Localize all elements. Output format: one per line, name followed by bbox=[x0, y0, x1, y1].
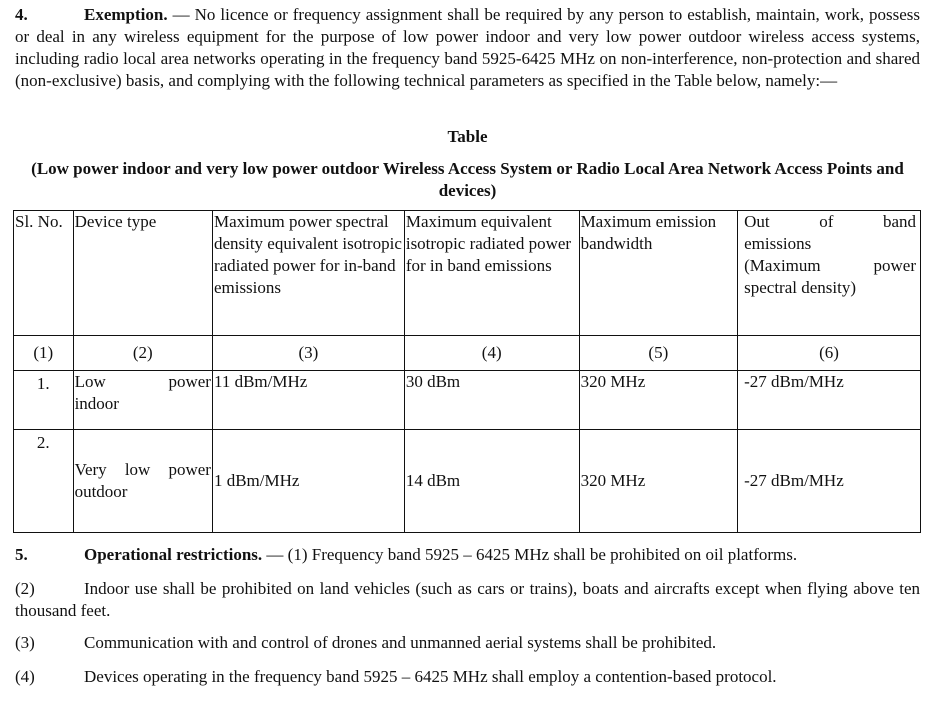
row-max-psd: 1 dBm/MHz bbox=[212, 430, 404, 533]
header-max-eirp: Maximum equivalent isotropic radiated power for in band emissions bbox=[404, 211, 579, 336]
item-text: Devices operating in the frequency band 5925 – 6425 MHz shall employ a contention-based protocol. bbox=[84, 667, 777, 686]
section-4-body: — No licence or frequency assignment shall be required by any person to establish, maintain, work, possess or deal in any wireless equipment for the purpose of low power indoor and very low power outdoor wireless access systems, including radio local area networks operating in the frequency band 5925-6425 MHz on non-interference, non-protection and shared (non-exclusive) basis, and complying with the following technical parameters as specified in the Table below, namely:— bbox=[15, 5, 920, 90]
header-sl-no: Sl. No. bbox=[14, 211, 74, 336]
header-oob-line-2: emissions bbox=[744, 234, 812, 253]
header-oob-line-3: (Maximum power bbox=[744, 256, 916, 275]
section-5-paragraph bbox=[15, 544, 920, 566]
technical-parameters-table bbox=[13, 210, 921, 533]
table-subtitle: (Low power indoor and very low power outdoor Wireless Access System or Radio Local Area Network Access Points and devices) bbox=[31, 159, 904, 200]
section-4-heading: Exemption. bbox=[84, 5, 168, 24]
row-device-type: Very low power outdoor bbox=[73, 430, 212, 533]
row-out-of-band: -27 dBm/MHz bbox=[738, 371, 921, 430]
row-max-bandwidth: 320 MHz bbox=[579, 371, 738, 430]
item-label: (4) bbox=[15, 667, 35, 686]
section-4-paragraph bbox=[15, 4, 920, 92]
item-label: (2) bbox=[15, 579, 35, 598]
section-5-item-2 bbox=[15, 578, 920, 622]
table-row bbox=[14, 371, 921, 430]
column-number: (1) bbox=[14, 336, 74, 371]
table-title: Table bbox=[447, 127, 488, 146]
column-number: (2) bbox=[73, 336, 212, 371]
item-label: (3) bbox=[15, 633, 35, 652]
row-max-eirp: 14 dBm bbox=[404, 430, 579, 533]
section-5-item-3 bbox=[15, 632, 920, 654]
row-max-eirp: 30 dBm bbox=[404, 371, 579, 430]
table-header-row bbox=[14, 211, 921, 336]
header-max-bandwidth: Maximum emission bandwidth bbox=[579, 211, 738, 336]
row-sl-no: 2. bbox=[14, 430, 74, 533]
section-5-item-4 bbox=[15, 666, 920, 688]
section-5-item-1: — (1) Frequency band 5925 – 6425 MHz shall be prohibited on oil platforms. bbox=[262, 545, 798, 564]
item-text: Indoor use shall be prohibited on land vehicles (such as cars or trains), boats and aircrafts except when flying above ten thousand feet. bbox=[15, 579, 920, 620]
column-number: (6) bbox=[738, 336, 921, 371]
header-max-psd: Maximum power spectral density equivalent isotropic radiated power for in-band emissions bbox=[212, 211, 404, 336]
header-out-of-band bbox=[738, 211, 921, 336]
header-oob-line-4: spectral density) bbox=[744, 278, 857, 297]
row-device-type: Low power indoor bbox=[73, 371, 212, 430]
column-number: (4) bbox=[404, 336, 579, 371]
header-oob-line-1: Out of band bbox=[744, 212, 916, 231]
section-5-number: 5. bbox=[15, 545, 28, 564]
row-sl-no: 1. bbox=[14, 371, 74, 430]
section-5-heading: Operational restrictions. bbox=[84, 545, 263, 564]
item-text: Communication with and control of drones and unmanned aerial systems shall be prohibited. bbox=[84, 633, 717, 652]
row-max-bandwidth: 320 MHz bbox=[579, 430, 738, 533]
column-number: (5) bbox=[579, 336, 738, 371]
section-4-number: 4. bbox=[15, 5, 28, 24]
header-device-type: Device type bbox=[73, 211, 212, 336]
column-number: (3) bbox=[212, 336, 404, 371]
row-max-psd: 11 dBm/MHz bbox=[212, 371, 404, 430]
column-number-row bbox=[14, 336, 921, 371]
row-out-of-band: -27 dBm/MHz bbox=[738, 430, 921, 533]
table-row bbox=[14, 430, 921, 533]
